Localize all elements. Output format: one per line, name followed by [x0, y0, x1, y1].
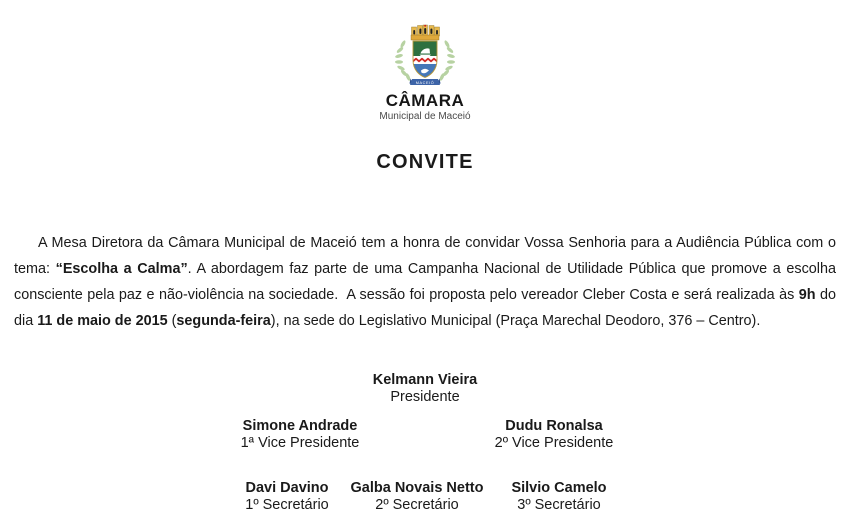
document-header: [0, 0, 850, 122]
signatory-role: 1ª Vice Presidente: [240, 435, 360, 451]
signatory-name: Dudu Ronalsa: [505, 418, 603, 434]
paragraph-segment: . A abordagem faz parte de uma Campanha Nacional de Utilidade Pública que promove a escolha consciente pela paz e não-violência na sociedade. A sessão foi proposta pelo vereador Cleber Costa e será realizada às: [14, 261, 837, 303]
vice-president-2-signatory: [454, 418, 654, 452]
crown-jewel: [424, 25, 426, 27]
laurel-right: [439, 40, 456, 82]
signatory-name: Silvio Camelo: [511, 480, 607, 496]
signatory-role: 1º Secretário: [245, 497, 329, 513]
municipal-crest-icon: [389, 10, 461, 88]
signatory-role: 2º Secretário: [375, 497, 459, 513]
paragraph-segment-time: 9h: [798, 287, 816, 303]
paragraph-segment-theme: “Escolha a Calma”: [55, 261, 188, 277]
laurel-left: [395, 40, 412, 82]
signatory-name: Davi Davino: [245, 480, 329, 496]
invitation-paragraph: [14, 230, 836, 334]
secretaries-row: [0, 480, 850, 514]
signatory-role: 3º Secretário: [517, 497, 601, 513]
signatory-name: Galba Novais Netto: [350, 480, 484, 496]
president-signatory: [0, 372, 850, 406]
org-subtitle: Municipal de Maceió: [379, 111, 471, 122]
signatory-role: Presidente: [390, 389, 460, 405]
vice-president-1-signatory: [200, 418, 400, 452]
secretary-3-signatory: [474, 480, 644, 514]
crest-banner-text: MACEIÓ: [415, 80, 435, 85]
shield-fields: [413, 41, 437, 78]
crest-banner: [410, 79, 441, 86]
signatory-role: 2º Vice Presidente: [494, 435, 614, 451]
org-name: CÂMARA: [385, 91, 465, 110]
paragraph-segment: (: [167, 313, 177, 329]
crown-windows: [413, 28, 438, 35]
paragraph-segment-date: 11 de maio de 2015: [37, 313, 168, 329]
paragraph-segment: ), na sede do Legislativo Municipal (Praça Marechal Deodoro, 376 – Centro).: [270, 313, 761, 329]
signatory-name: Kelmann Vieira: [372, 372, 478, 388]
paragraph-segment: do dia: [14, 287, 836, 329]
signatory-name: Simone Andrade: [242, 418, 358, 434]
vice-presidents-row: [0, 418, 850, 452]
paragraph-segment: A Mesa Diretora da Câmara Municipal de Maceió tem a honra de convidar Vossa Senhoria para a Audiência Pública com o tema:: [14, 235, 836, 277]
page-title: CONVITE: [376, 151, 474, 173]
paragraph-segment-weekday: segunda-feira: [176, 313, 271, 329]
